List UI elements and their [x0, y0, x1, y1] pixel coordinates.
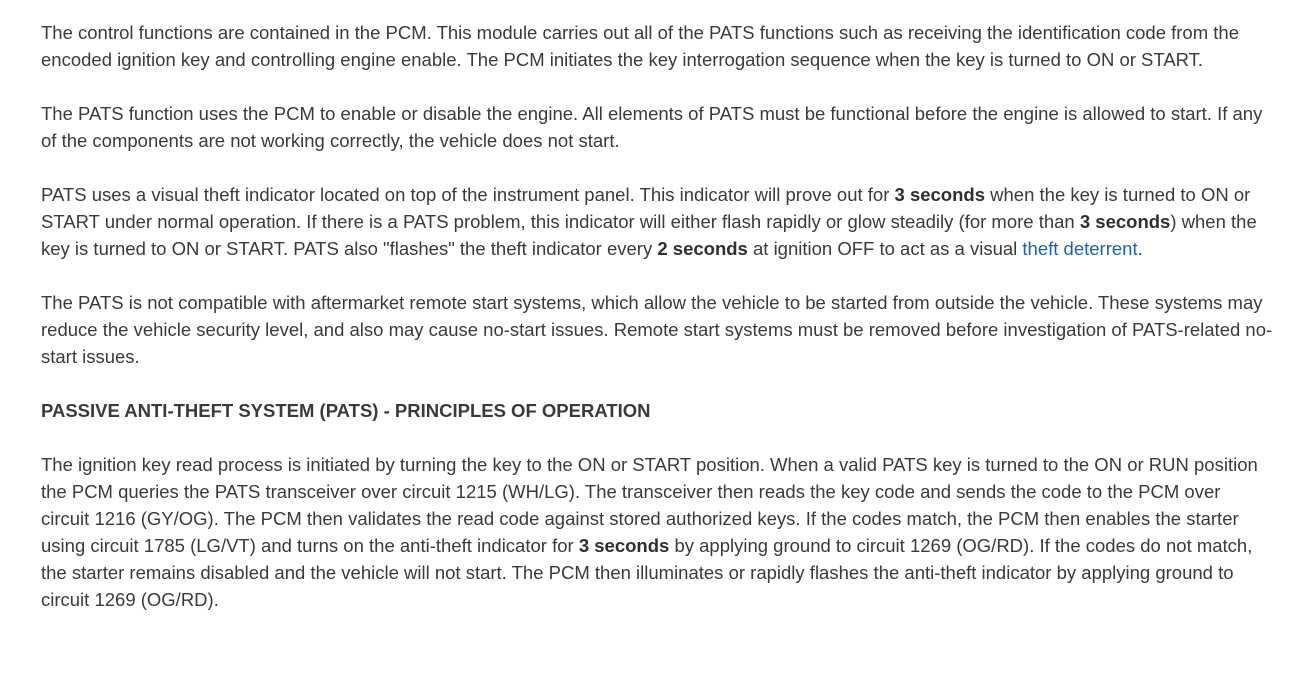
bold-duration: 3 seconds	[578, 535, 670, 556]
paragraph-theft-indicator	[41, 181, 1273, 262]
bold-duration: 3 seconds	[894, 184, 986, 205]
text-segment: ) when the key is turned to ON or START. PATS also "flashes" the theft indicator every	[41, 211, 1257, 259]
section-heading: PASSIVE ANTI-THEFT SYSTEM (PATS) - PRINCIPLES OF OPERATION	[41, 400, 651, 421]
text-segment: The ignition key read process is initiated by turning the key to the ON or START position. When a valid PATS key is turned to the ON or RUN position the PCM queries the PATS transceiver over circuit 1215 (WH/LG). The transceiver then reads the key code and sends the code to the PCM over circuit 1216 (GY/OG). The PCM then validates the read code against stored authorized keys. If the codes match, the PCM then enables the starter using circuit 1785 (LG/VT) and turns on the anti-theft indicator for	[41, 454, 1258, 556]
paragraph-control-functions: The control functions are contained in the PCM. This module carries out all of the PATS functions such as receiving the identification code from the encoded ignition key and controlling engine enable. The PCM initiates the key interrogation sequence when the key is turned to ON or START.	[41, 22, 1239, 70]
paragraph-key-read-process	[41, 451, 1273, 613]
document-body	[41, 19, 1273, 640]
text-segment: when the key is turned to ON or START under normal operation. If there is a PATS problem, this indicator will either flash rapidly or glow steadily (for more than	[41, 184, 1251, 232]
text-segment: by applying ground to circuit 1269 (OG/RD). If the codes do not match, the starter remains disabled and the vehicle will not start. The PCM then illuminates or rapidly flashes the anti-theft indicator by applying ground to circuit 1269 (OG/RD).	[41, 535, 1253, 610]
text-segment: PATS uses a visual theft indicator located on top of the instrument panel. This indicator will prove out for	[41, 184, 895, 205]
theft-deterrent-link[interactable]: theft deterrent	[1022, 238, 1138, 259]
paragraph-remote-start: The PATS is not compatible with aftermarket remote start systems, which allow the vehicle to be started from outside the vehicle. These systems may reduce the vehicle security level, and also may cause no-start issues. Remote start systems must be removed before investigation of PATS-related no-start issues.	[41, 292, 1273, 367]
bold-duration: 2 seconds	[657, 238, 748, 259]
bold-duration: 3 seconds	[1079, 211, 1171, 232]
text-segment: at ignition OFF to act as a visual	[747, 238, 1023, 259]
paragraph-pats-function: The PATS function uses the PCM to enable or disable the engine. All elements of PATS must be functional before the engine is allowed to start. If any of the components are not working correctly, the vehicle does not start.	[41, 103, 1263, 151]
text-segment: .	[1137, 238, 1143, 259]
